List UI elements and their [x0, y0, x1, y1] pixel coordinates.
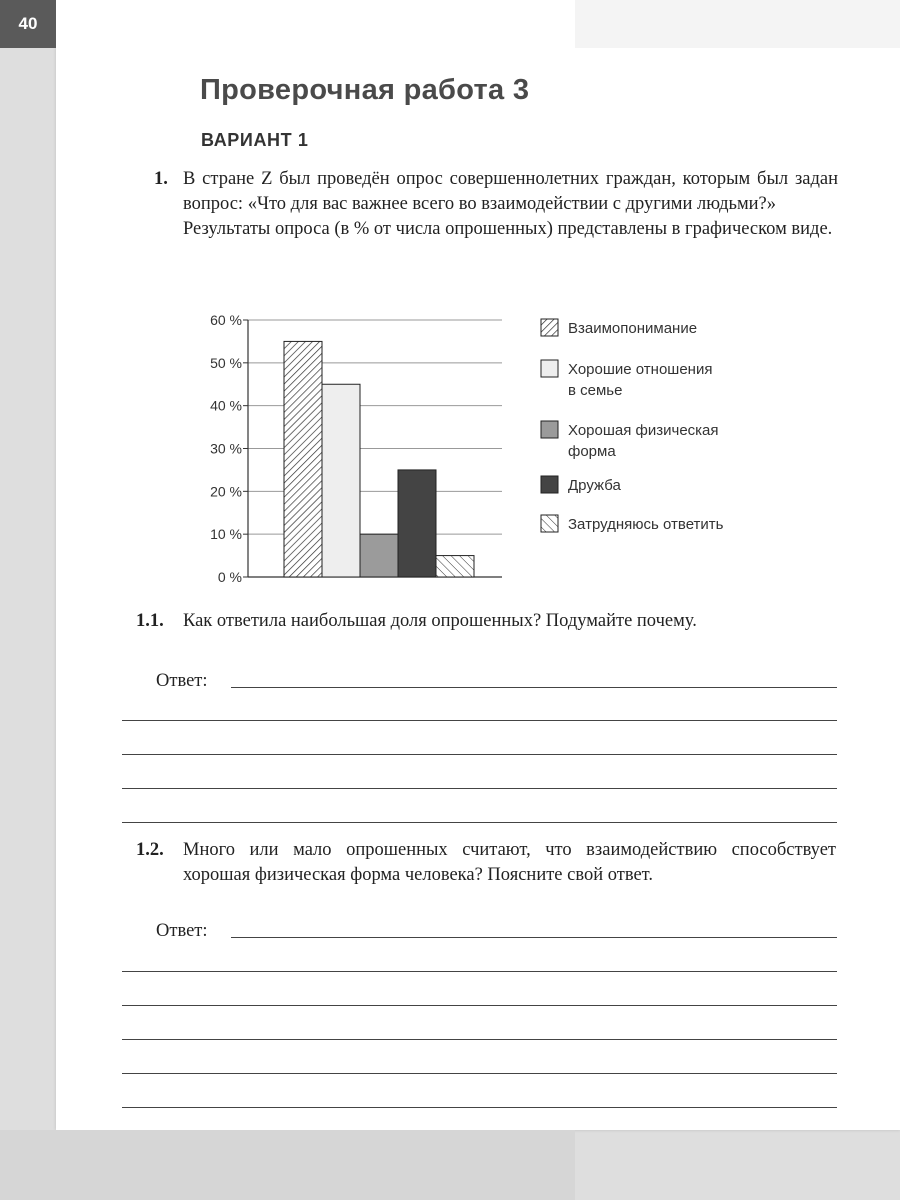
answer-line[interactable] [122, 971, 837, 972]
y-tick-label: 10 % [210, 526, 242, 543]
answer-line[interactable] [122, 1073, 837, 1074]
y-tick-label: 40 % [210, 397, 242, 414]
question-number: 1.2. [136, 840, 164, 860]
bar [322, 384, 360, 577]
page-top-margin [575, 0, 900, 48]
variant-heading: ВАРИАНТ 1 [201, 130, 309, 150]
legend-label: Хорошая физическая [568, 422, 719, 439]
question-1-1 [136, 609, 836, 634]
legend-label: в семье [568, 382, 623, 399]
question-1-2 [136, 838, 836, 888]
y-tick-label: 50 % [210, 354, 242, 371]
bar [284, 341, 322, 577]
answer-line[interactable] [122, 1107, 837, 1108]
bar [436, 556, 474, 577]
legend-label: Затрудняюсь ответить [568, 516, 724, 533]
legend-swatch [541, 319, 558, 336]
y-tick-label: 0 % [217, 569, 242, 585]
task-1 [154, 167, 838, 242]
chart-legend [541, 319, 724, 533]
y-tick-label: 60 % [210, 312, 242, 328]
y-tick-label: 30 % [210, 440, 242, 457]
task-results-note: Результаты опроса (в % от числа опрошенных) представлены в графическом виде. [183, 219, 833, 239]
page-title: Проверочная работа 3 [200, 74, 530, 106]
answer-label-1-2: Ответ: [156, 921, 208, 941]
legend-swatch [541, 476, 558, 493]
answer-line[interactable] [122, 822, 837, 823]
answer-line[interactable] [122, 754, 837, 755]
answer-line[interactable] [122, 788, 837, 789]
bar [398, 470, 436, 577]
answer-line[interactable] [122, 1039, 837, 1040]
legend-swatch [541, 421, 558, 438]
question-number: 1.1. [136, 611, 164, 631]
question-text: Много или мало опрошенных считают, что взаимодействию способствует хорошая физическая форма человека? Поясните свой ответ. [183, 840, 836, 885]
legend-label: Хорошие отношения [568, 361, 713, 378]
answer-line[interactable] [231, 937, 837, 938]
legend-label: Дружба [568, 477, 621, 494]
answer-line[interactable] [122, 720, 837, 721]
legend-label: Взаимопонимание [568, 320, 698, 337]
task-number: 1. [154, 169, 168, 189]
scan-bottom-band [0, 1130, 575, 1200]
legend-swatch [541, 515, 558, 532]
y-tick-label: 20 % [210, 483, 242, 500]
survey-bar-chart [200, 305, 780, 595]
answer-line[interactable] [122, 1005, 837, 1006]
answer-line[interactable] [231, 687, 837, 688]
task-question: В стране Z был проведён опрос совершеннолетних граждан, которым был задан вопрос: «Что для вас важнее всего во взаимодействии с другими людьми?» [183, 169, 838, 214]
legend-swatch [541, 360, 558, 377]
legend-label: форма [568, 443, 616, 460]
chart-bars [284, 341, 474, 577]
bar [360, 534, 398, 577]
answer-label-1-1: Ответ: [156, 671, 208, 691]
page-number: 40 [0, 0, 56, 48]
question-text: Как ответила наибольшая доля опрошенных? Подумайте почему. [183, 611, 697, 631]
